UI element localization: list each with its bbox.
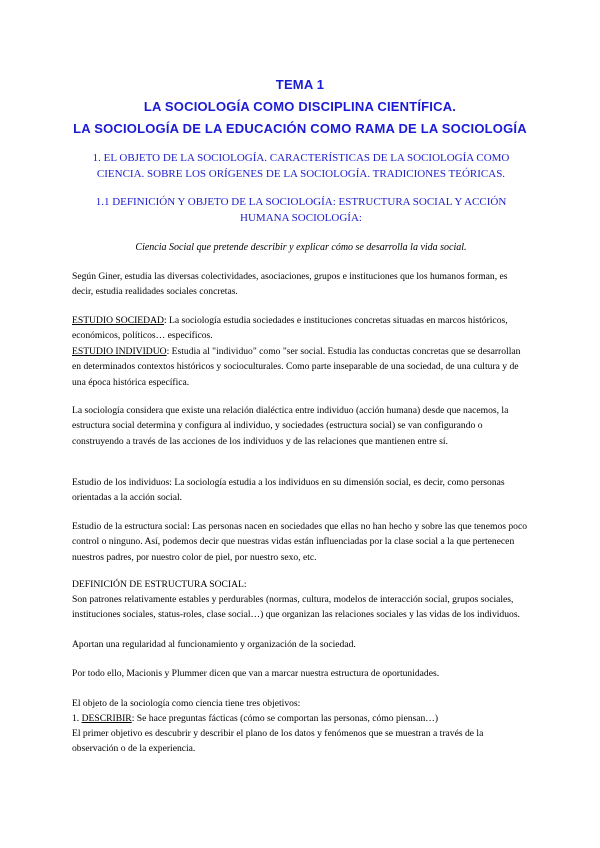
paragraph-estudio-individuos: Estudio de los individuos: La sociología estudia a los individuos en su dimensión social, es decir, como personas orientadas a la acción social. (72, 477, 505, 504)
paragraph-estudio-sociedad (72, 313, 530, 344)
section-1-heading: 1. EL OBJETO DE LA SOCIOLOGÍA. CARACTERÍSTICAS DE LA SOCIOLOGÍA COMO CIENCIA. SOBRE LOS ORÍGENES DE LA SOCIOLOGÍA. TRADICIONES TEÓRICAS. (92, 152, 510, 180)
describir-label: DESCRIBIR (81, 713, 132, 724)
def-estructura-text: Son patrones relativamente estables y perdurables (normas, cultura, modelos de interacción social, grupos sociales, instituciones sociales, status-roles, clase social…) que organizan las relaciones sociales y las vidas de los individuos. (72, 594, 520, 621)
paragraph-primer-objetivo: El primer objetivo es descubrir y describir el plano de los datos y fenómenos que se muestran a través de la observación o de la experiencia. (72, 728, 484, 755)
def-estructura-heading: DEFINICIÓN DE ESTRUCTURA SOCIAL: (72, 579, 247, 590)
paragraph-estudio-individuo (72, 344, 530, 390)
paragraph-macionis: Por todo ello, Macionis y Plummer dicen que van a marcar nuestra estructura de oportunidades. (72, 668, 440, 679)
def-estructura-text2: Aportan una regularidad al funcionamiento y organización de la sociedad. (72, 639, 356, 650)
main-subtitle: LA SOCIOLOGÍA DE LA EDUCACIÓN COMO RAMA DE LA SOCIOLOGÍA (73, 121, 527, 136)
main-title: LA SOCIOLOGÍA COMO DISCIPLINA CIENTÍFICA. (143, 99, 457, 114)
describir-number: 1. (72, 713, 82, 724)
paragraph-dialectica: La sociología considera que existe una relación dialéctica entre individuo (acción humana) desde que nacemos, la estructura social determina y configura al individuo, y sociedades (estructura social) se van configurando o construyendo a través de las acciones de los individuos y de las relaciones que mantienen entre sí. (72, 405, 509, 447)
paragraph-objetivos: El objeto de la sociología como ciencia tiene tres objetivos: (72, 698, 301, 709)
describir-text: : Se hace preguntas fácticas (cómo se comportan las personas, cómo piensan…) (131, 713, 439, 724)
section-1-1-heading: 1.1 DEFINICIÓN Y OBJETO DE LA SOCIOLOGÍA: ESTRUCTURA SOCIAL Y ACCIÓN HUMANA SOCIOLOGÍA: (95, 196, 507, 224)
estudio-individuo-label: ESTUDIO INDIVIDUO (72, 346, 167, 357)
tema-number: TEMA 1 (275, 77, 325, 92)
estudio-sociedad-text: : La sociología estudia sociedades e instituciones concretas situadas en marcos históricos, económicos, políticos… específicos. (72, 315, 508, 342)
estudio-individuo-text: : Estudia al "individuo" como "ser social. Estudia las conductas concretas que se desarrollan en determinados contextos históricos y socioculturales. Como parte inseparable de una sociedad, de una cultura y de una época histórica específica. (72, 346, 521, 388)
estudio-sociedad-label: ESTUDIO SOCIEDAD (72, 315, 164, 326)
paragraph-describir (72, 711, 530, 726)
paragraph-estudio-estructura: Estudio de la estructura social: Las personas nacen en sociedades que ellas no han hecho y sobre las que tenemos poco control o ninguno. Así, podemos decir que nuestras vidas están influenciadas por la clase social a la que pertenecen nuestros padres, por nuestro color de piel, por nuestro sexo, etc. (72, 521, 528, 563)
sociology-definition: Ciencia Social que pretende describir y explicar cómo se desarrolla la vida social. (135, 242, 467, 253)
paragraph-giner: Según Giner, estudia las diversas colectividades, asociaciones, grupos e instituciones que los humanos forman, es decir, estudia realidades sociales concretas. (72, 271, 508, 298)
